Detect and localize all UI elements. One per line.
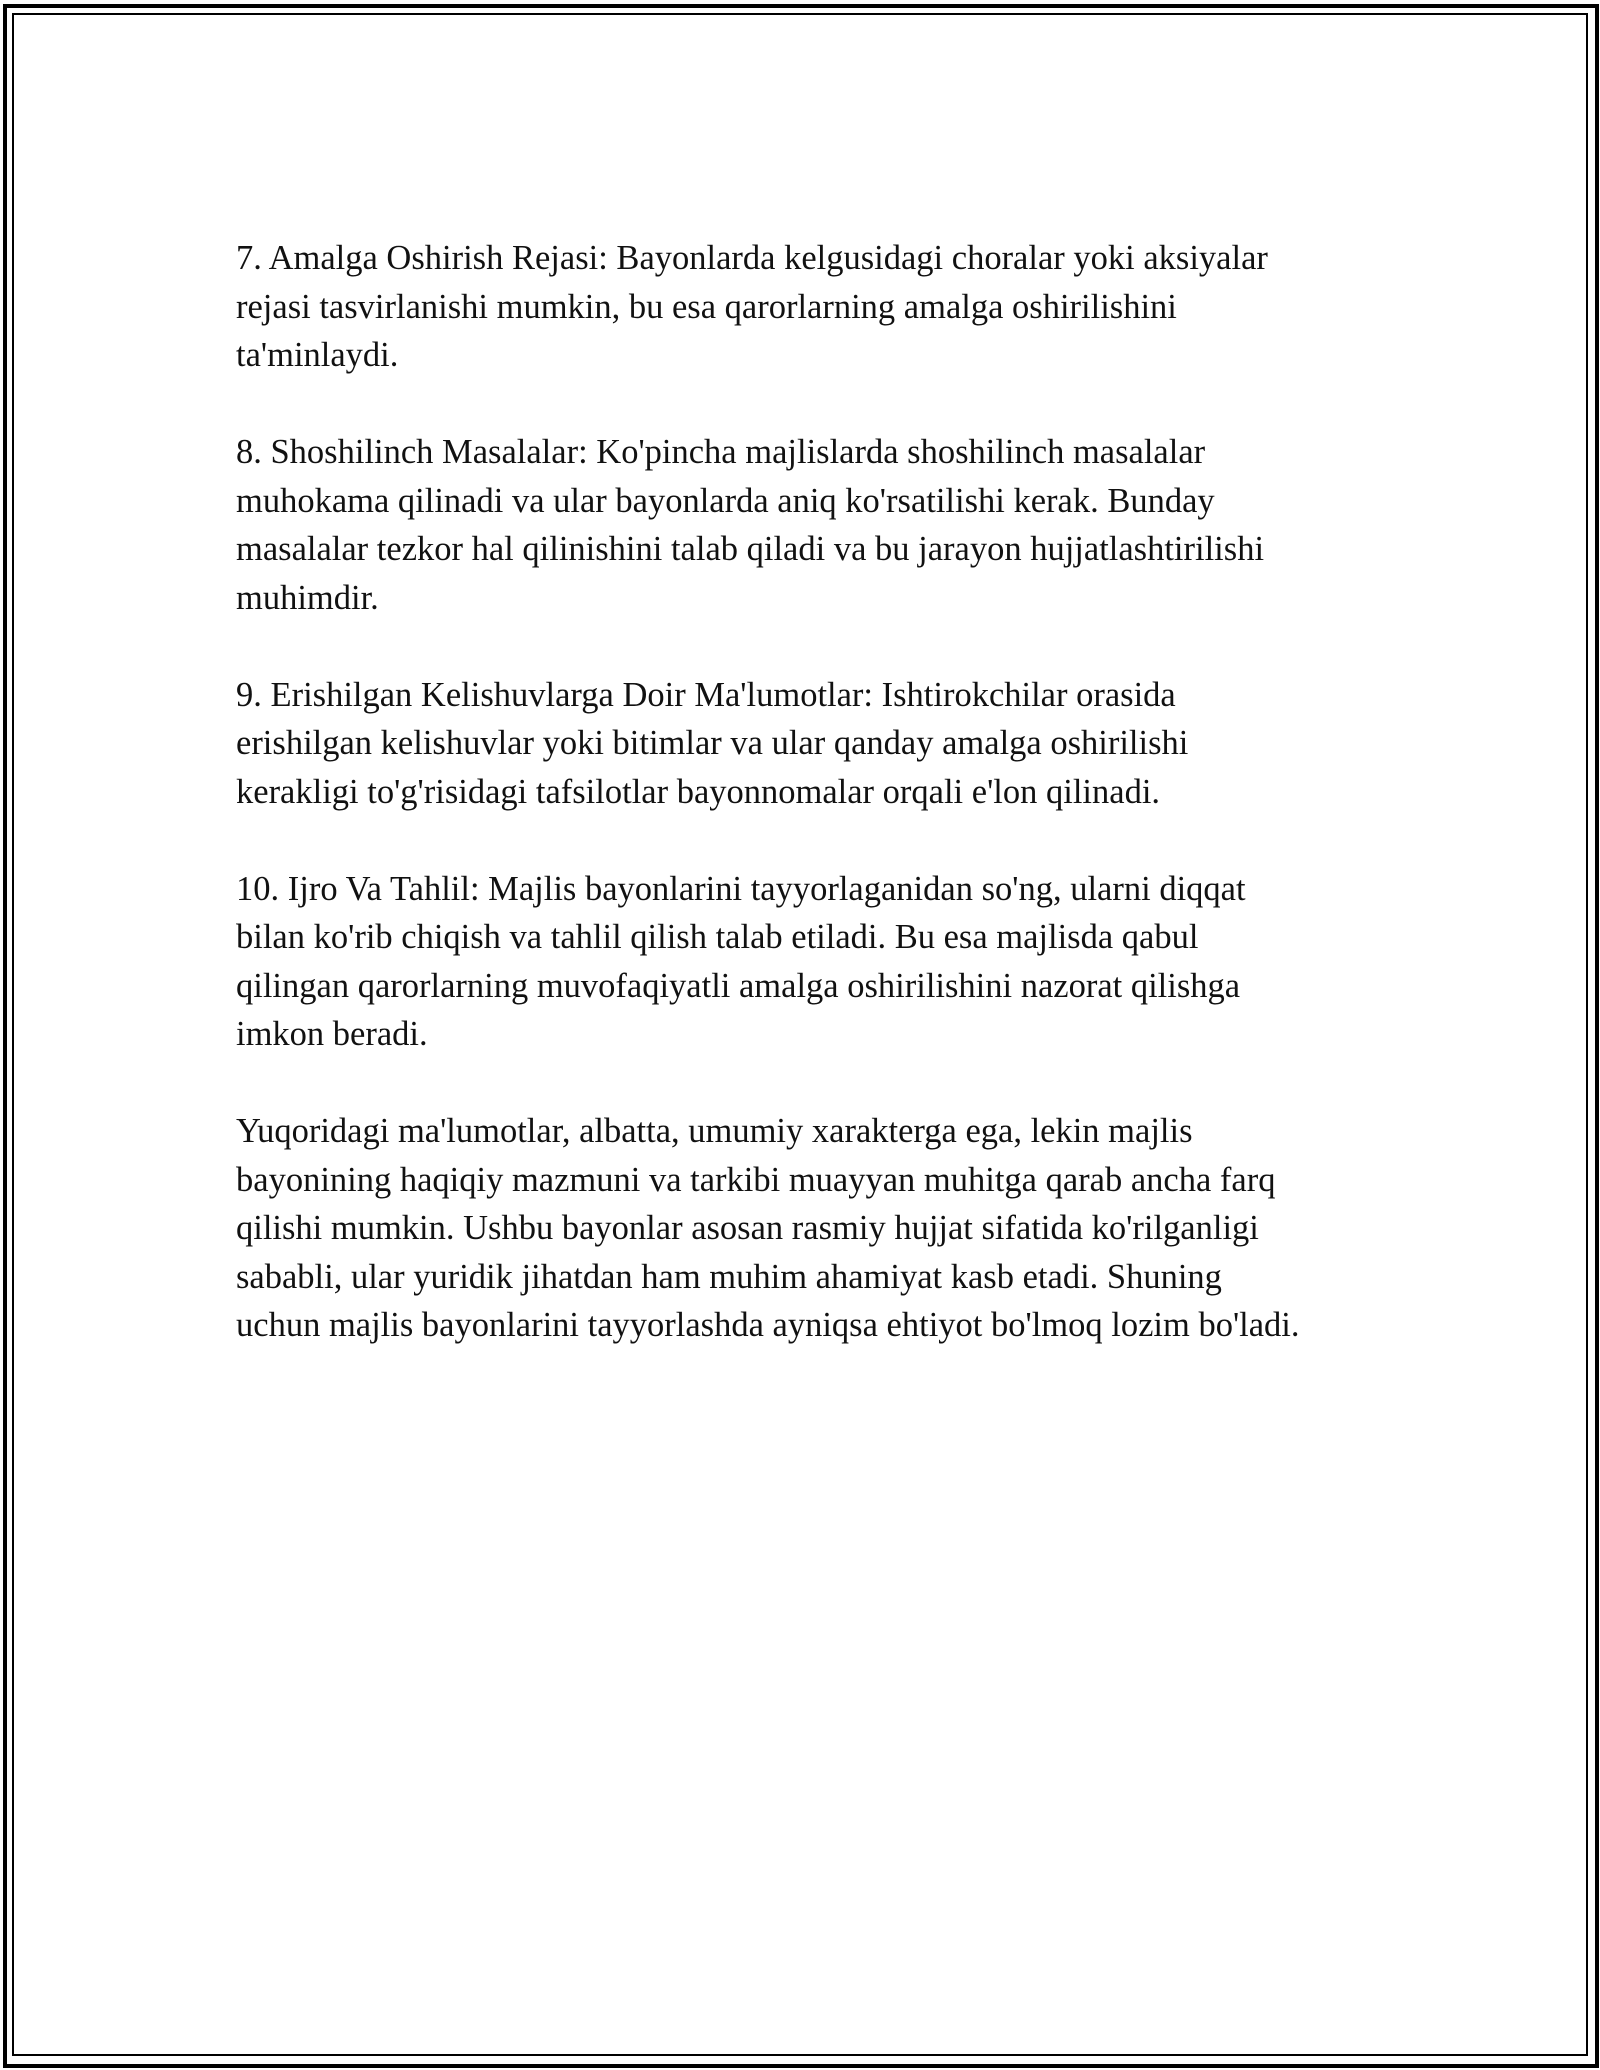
text-line: muhokama qilinadi va ular bayonlarda aniq ko'rsatilishi kerak. Bunday bbox=[236, 481, 1215, 520]
text-line: kerakligi to'g'risidagi tafsilotlar bayonnomalar orqali e'lon qilinadi. bbox=[236, 772, 1161, 811]
document-body bbox=[236, 234, 1376, 1398]
paragraph-conclusion bbox=[236, 1107, 1376, 1350]
text-line: ta'minlaydi. bbox=[236, 336, 399, 374]
text-line: sababli, ular yuridik jihatdan ham muhim ahamiyat kasb etadi. Shuning bbox=[236, 1257, 1222, 1296]
paragraph-item-7 bbox=[236, 234, 1376, 380]
text-line: bayonining haqiqiy mazmuni va tarkibi muayyan muhitga qarab ancha farq bbox=[236, 1160, 1276, 1199]
text-line: qilingan qarorlarning muvofaqiyatli amalga oshirilishini nazorat qilishga bbox=[236, 966, 1241, 1005]
text-line: bilan ko'rib chiqish va tahlil qilish talab etiladi. Bu esa majlisda qabul bbox=[236, 918, 1199, 956]
text-line: erishilgan kelishuvlar yoki bitimlar va ular qanday amalga oshirilishi bbox=[236, 724, 1189, 762]
text-line: qilishi mumkin. Ushbu bayonlar asosan rasmiy hujjat sifatida ko'rilganligi bbox=[236, 1209, 1259, 1247]
text-line: imkon beradi. bbox=[236, 1015, 428, 1053]
paragraph-item-10 bbox=[236, 865, 1376, 1059]
text-line: masalalar tezkor hal qilinishini talab qiladi va bu jarayon hujjatlashtirilishi bbox=[236, 530, 1265, 568]
text-line: 9. Erishilgan Kelishuvlarga Doir Ma'lumotlar: Ishtirokchilar orasida bbox=[236, 675, 1176, 714]
text-line: rejasi tasvirlanishi mumkin, bu esa qarorlarning amalga oshirilishini bbox=[236, 287, 1177, 326]
text-line: 8. Shoshilinch Masalalar: Ko'pincha majlislarda shoshilinch masalalar bbox=[236, 433, 1206, 471]
paragraph-item-9 bbox=[236, 671, 1376, 817]
paragraph-item-8 bbox=[236, 428, 1376, 622]
text-line: 7. Amalga Oshirish Rejasi: Bayonlarda kelgusidagi choralar yoki aksiyalar bbox=[236, 239, 1268, 277]
text-line: 10. Ijro Va Tahlil: Majlis bayonlarini tayyorlaganidan so'ng, ularni diqqat bbox=[236, 869, 1246, 908]
text-line: muhimdir. bbox=[236, 578, 379, 617]
text-line: uchun majlis bayonlarini tayyorlashda ayniqsa ehtiyot bo'lmoq lozim bo'ladi. bbox=[236, 1306, 1300, 1344]
text-line: Yuqoridagi ma'lumotlar, albatta, umumiy xarakterga ega, lekin majlis bbox=[236, 1112, 1193, 1150]
